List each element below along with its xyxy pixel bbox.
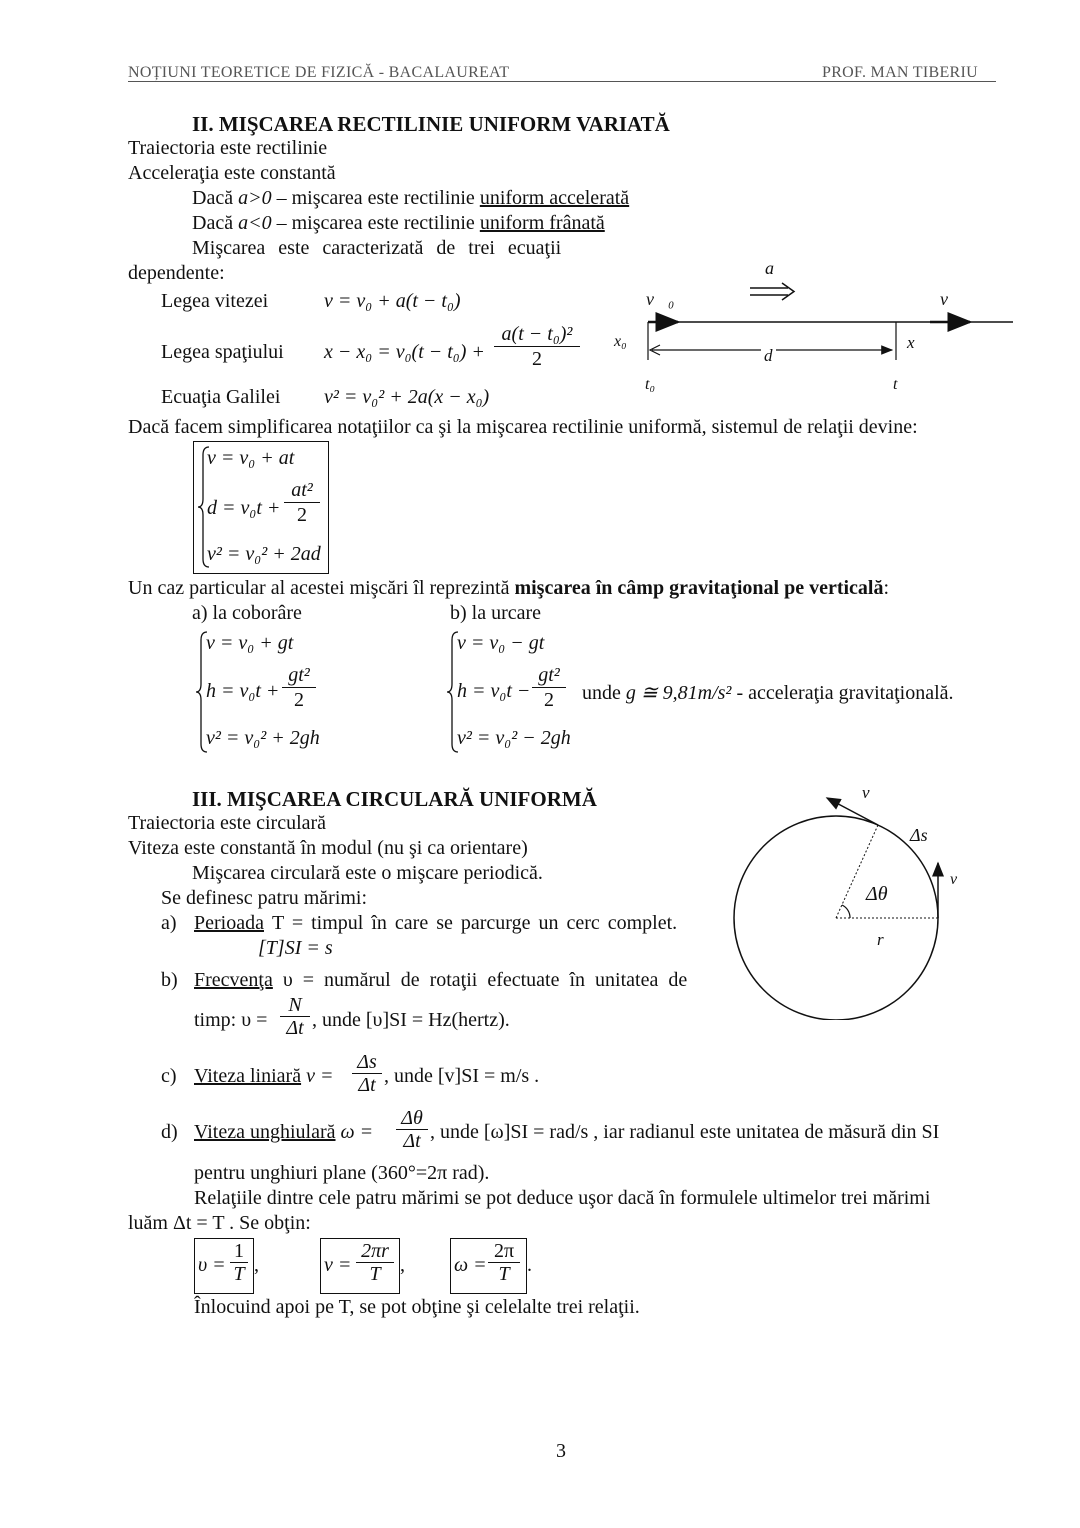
angle-arc xyxy=(842,905,850,918)
accel-positive-line: Dacă a>0 – mişcarea este rectilinie uniform accelerată xyxy=(192,187,630,209)
galilei-label: Ecuaţia Galilei xyxy=(161,386,281,408)
simplification-line: Dacă facem simplificarea notaţiilor ca şi la mişcarea rectilinie uniformă, sistemul de relaţii devine: xyxy=(128,416,918,438)
law-speed-label: Legea vitezei xyxy=(161,290,269,312)
ascent-eq1: v = v₀ − gt xyxy=(457,632,545,654)
diagram2-v-right: v xyxy=(950,871,958,888)
circular-motion-diagram xyxy=(715,780,980,1020)
diagram1-x-label: x xyxy=(907,333,915,352)
angular-speed-unit: , unde [ω]SI = rad/s , iar radianul este unitatea de măsură din SI xyxy=(430,1121,940,1143)
descent-eq1: v = v₀ + gt xyxy=(206,632,294,654)
frequency-result-fraction: 1 T xyxy=(230,1240,248,1285)
section3-line2: Viteza este constantă în modul (nu şi ca orientare) xyxy=(128,837,528,859)
frequency-formula-label: timp: υ = xyxy=(194,1009,268,1031)
item-c-prefix: c) xyxy=(161,1065,177,1087)
diagram2-ds: Δs xyxy=(910,825,928,845)
section2-line2: Acceleraţia este constantă xyxy=(128,162,336,184)
system-eq1: v = v₀ + at xyxy=(207,447,295,469)
item-b-prefix: b) xyxy=(161,969,178,991)
frequency-term: Frecvenţa xyxy=(194,969,273,991)
relations-line2: luăm Δt = T . Se obţin: xyxy=(128,1212,311,1234)
item-a-prefix: a) xyxy=(161,912,177,934)
page-number: 3 xyxy=(556,1440,566,1462)
item-d-line: Viteza unghiulară ω = xyxy=(194,1121,374,1143)
ascent-label: b) la urcare xyxy=(450,602,542,624)
characterization-line2: dependente: xyxy=(128,262,225,284)
relations-line: Relaţiile dintre cele patru mărimi se pot deduce uşor dacă în formulele ultimelor trei mărimi xyxy=(194,1187,931,1209)
angular-speed-continuation: pentru unghiuri plane (360°=2π rad). xyxy=(194,1162,490,1184)
item-b-line: Frecvenţa υ = numărul de rotaţii efectuate în unitatea de xyxy=(194,969,688,991)
frequency-fraction: N Δt xyxy=(280,994,310,1039)
galilei-equation: v² = v₀² + 2a(x − x₀) xyxy=(324,386,490,408)
diagram2-v-top: v xyxy=(862,783,870,802)
law-space-fraction: a(t − t₀)² 2 xyxy=(494,322,580,371)
frequency-unit: , unde [υ]SI = Hz(hertz). xyxy=(312,1009,510,1031)
system-eq2: d = v₀t + xyxy=(207,497,281,519)
characterization-line: Mişcarea este caracterizată de trei ecuaţii xyxy=(192,237,562,259)
diagram1-v0-label: v⃗₀ xyxy=(646,289,675,309)
descent-label: a) la coborâre xyxy=(192,602,302,624)
final-line: Înlocuind apoi pe T, se pot obţine şi celelalte trei relaţii. xyxy=(194,1296,640,1318)
ascent-eq3: v² = v₀² − 2gh xyxy=(457,727,571,749)
diagram1-t-label: t xyxy=(893,376,898,393)
diagram1-x0-label: x₀ xyxy=(614,333,627,350)
section2-title: II. MIŞCAREA RECTILINIE UNIFORM VARIATĂ xyxy=(192,112,670,136)
header-right: PROF. MAN TIBERIU xyxy=(822,64,978,81)
accel-negative-line: Dacă a<0 – mişcarea este rectilinie uniform frânată xyxy=(192,212,605,234)
period-unit: [T]SI = s xyxy=(258,937,333,959)
descent-eq3: v² = v₀² + 2gh xyxy=(206,727,320,749)
descent-eq2-fraction: gt² 2 xyxy=(282,663,316,712)
diagram2-r: r xyxy=(877,930,884,949)
section3-line1: Traiectoria este circulară xyxy=(128,812,327,834)
uniform-accelerated-term: uniform accelerată xyxy=(479,187,630,209)
angular-speed-result-fraction: 2π T xyxy=(488,1240,520,1285)
system-eq2-fraction: at² 2 xyxy=(284,478,320,527)
item-c-line: Viteza liniară v = xyxy=(194,1065,334,1087)
frequency-result-lhs: υ = xyxy=(198,1254,226,1276)
linear-speed-result-lhs: v = xyxy=(324,1254,352,1276)
section3-line4: Se definesc patru mărimi: xyxy=(161,887,368,909)
particular-case-line: Un caz particular al acestei mişcări îl reprezintă mişcarea în câmp gravitaţional pe verticală: xyxy=(128,577,890,599)
angular-speed-fraction: Δθ Δt xyxy=(396,1107,428,1152)
system-eq3: v² = v₀² + 2ad xyxy=(207,543,321,565)
diagram2-dtheta: Δθ xyxy=(866,883,888,905)
linear-speed-term: Viteza liniară xyxy=(194,1065,302,1087)
header-left: NOȚIUNI TEORETICE DE FIZICĂ - BACALAUREAT xyxy=(128,64,510,81)
diagram1-d-label: d xyxy=(761,346,776,366)
ascent-eq2-fraction: gt² 2 xyxy=(532,663,566,712)
angular-speed-term: Viteza unghiulară xyxy=(194,1121,336,1143)
angular-speed-result-lhs: ω = xyxy=(454,1254,487,1276)
item-d-prefix: d) xyxy=(161,1121,178,1143)
uniform-decelerated-term: uniform frânată xyxy=(479,212,605,234)
section3-line3: Mişcarea circulară este o mişcare periodică. xyxy=(192,862,543,884)
linear-speed-fraction: Δs Δt xyxy=(352,1051,382,1096)
linear-speed-result-fraction: 2πr T xyxy=(356,1240,394,1285)
item-a-line: Perioada T = timpul în care se parcurge un cerc complet. xyxy=(194,912,678,934)
velocity-arrow-top xyxy=(827,798,878,825)
header-divider xyxy=(128,81,996,82)
diagram1-a-label: a⃗ xyxy=(765,258,789,278)
section2-line1: Traiectoria este rectilinie xyxy=(128,137,328,159)
law-space-label: Legea spaţiului xyxy=(161,341,284,363)
linear-speed-unit: , unde [v]SI = m/s . xyxy=(384,1065,540,1087)
linear-motion-diagram xyxy=(600,255,1020,400)
diagram1-v-label: v⃗ xyxy=(940,289,962,309)
ascent-eq2: h = v₀t − xyxy=(457,680,531,702)
section3-title: III. MIŞCAREA CIRCULARĂ UNIFORMĂ xyxy=(192,787,597,811)
gravity-note: unde g ≅ 9,81m/s² - acceleraţia gravitaţională. xyxy=(582,682,954,704)
period-term: Perioada xyxy=(194,912,264,934)
descent-eq2: h = v₀t + xyxy=(206,680,280,702)
law-speed-equation: v = v₀ + a(t − t₀) xyxy=(324,290,461,312)
diagram1-t0-label: t₀ xyxy=(645,376,656,393)
law-space-equation: x − x₀ = v₀(t − t₀) + xyxy=(324,341,485,363)
